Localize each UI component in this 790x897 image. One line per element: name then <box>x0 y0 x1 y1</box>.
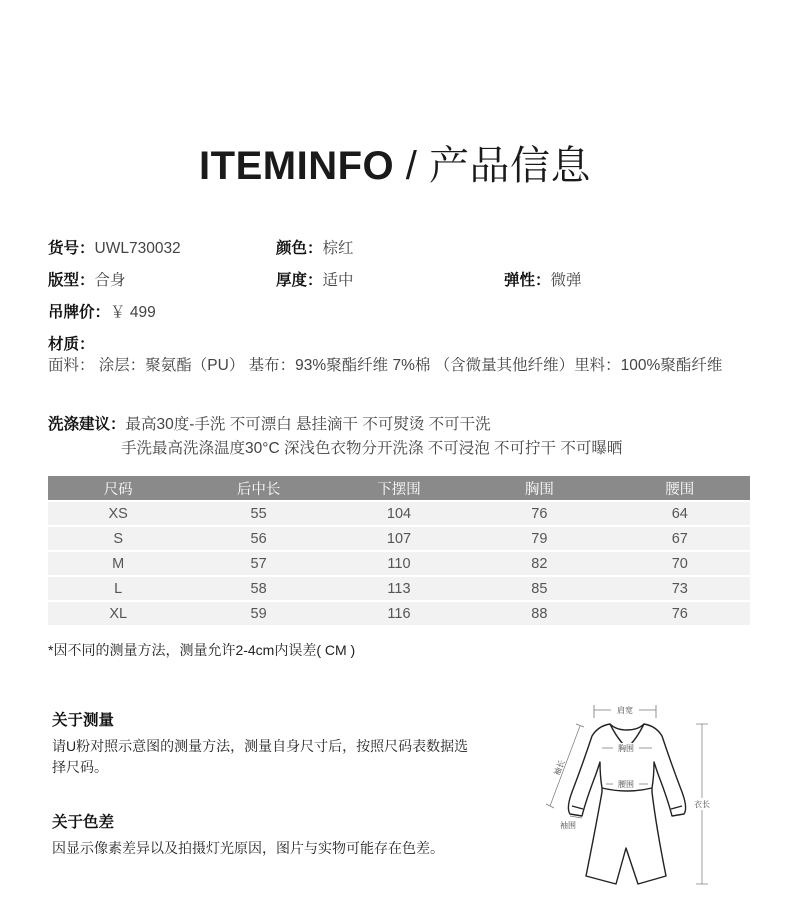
table-cell: M <box>48 551 188 576</box>
table-cell: 64 <box>610 501 750 526</box>
table-cell: 110 <box>329 551 469 576</box>
info-material-value: 面料： 涂层：聚氨酯（PU） 基布：93%聚酯纤维 7%棉 （含微量其他纤维）里料：100%聚酯纤维 <box>48 357 723 374</box>
info-value: 适中 <box>322 272 354 289</box>
shoulder-label: 肩宽 <box>617 706 633 715</box>
care-line1: 最高30度-手洗 不可漂白 悬挂滴干 不可熨烫 不可干洗 <box>125 416 491 433</box>
dress-measurement-diagram <box>530 696 730 892</box>
size-table <box>48 476 750 625</box>
table-cell: S <box>48 526 188 551</box>
table-row <box>48 526 750 551</box>
header-waist: 腰围 <box>610 476 750 501</box>
table-cell: 59 <box>188 601 328 625</box>
chest-label: 胸围 <box>618 744 634 753</box>
info-key: 厚度： <box>276 272 323 289</box>
waist-dimension <box>606 779 648 789</box>
info-key: 吊牌价： <box>48 304 111 321</box>
info-key: 颜色： <box>276 240 323 257</box>
table-cell: 70 <box>610 551 750 576</box>
table-cell: 58 <box>188 576 328 601</box>
info-care-line1 <box>48 412 491 434</box>
table-cell: 104 <box>329 501 469 526</box>
about-measure-line1: 请U粉对照示意图的测量方法，测量自身尺寸后，按照尺码表数据选 <box>52 738 469 754</box>
table-cell: 107 <box>329 526 469 551</box>
info-key: 货号： <box>48 240 95 257</box>
title-separator: / <box>394 144 429 188</box>
header-hem: 下摆围 <box>329 476 469 501</box>
table-cell: 113 <box>329 576 469 601</box>
table-cell: 57 <box>188 551 328 576</box>
length-label: 衣长 <box>694 800 710 809</box>
table-cell: XS <box>48 501 188 526</box>
header-size: 尺码 <box>48 476 188 501</box>
table-cell: 76 <box>469 501 609 526</box>
info-elasticity <box>504 268 582 290</box>
info-material-key <box>48 332 95 354</box>
title-sub: 产品信息 <box>428 144 591 188</box>
chest-dimension <box>602 743 652 753</box>
info-key: 洗涤建议： <box>48 416 126 433</box>
about-color-text: 因显示像素差异以及拍摄灯光原因，图片与实物可能存在色差。 <box>52 840 444 856</box>
table-cell: 76 <box>610 601 750 625</box>
table-cell: 85 <box>469 576 609 601</box>
info-key: 材质： <box>48 336 95 353</box>
info-key: 版型： <box>48 272 95 289</box>
info-thickness <box>276 268 354 290</box>
size-table-header <box>48 476 750 501</box>
waist-label: 腰围 <box>618 780 634 789</box>
table-cell: L <box>48 576 188 601</box>
table-row <box>48 501 750 526</box>
info-value: 微弹 <box>550 272 582 289</box>
info-fit <box>48 268 126 290</box>
cuff-dimension <box>560 816 582 830</box>
info-value: ￥ 499 <box>110 304 156 321</box>
table-cell: 82 <box>469 551 609 576</box>
table-row <box>48 576 750 601</box>
sleeve-dimension <box>546 724 584 808</box>
table-cell: 67 <box>610 526 750 551</box>
measurement-note: *因不同的测量方法，测量允许2-4cm内误差( CM ) <box>48 642 356 658</box>
table-row <box>48 551 750 576</box>
care-line2: 手洗最高洗涤温度30°C 深浅色衣物分开洗涤 不可浸泡 不可拧干 不可曝晒 <box>121 440 623 457</box>
table-cell: XL <box>48 601 188 625</box>
table-cell: 116 <box>329 601 469 625</box>
about-measure-line2: 择尺码。 <box>52 759 108 775</box>
about-measure-title: 关于测量 <box>52 712 115 729</box>
table-cell: 55 <box>188 501 328 526</box>
info-value: 棕红 <box>322 240 354 257</box>
length-dimension <box>693 724 711 884</box>
header-back-length: 后中长 <box>188 476 328 501</box>
table-cell: 56 <box>188 526 328 551</box>
info-key: 弹性： <box>504 272 551 289</box>
title-main: ITEMINFO <box>199 144 395 188</box>
about-color-title: 关于色差 <box>52 814 115 831</box>
info-item-no <box>48 236 181 258</box>
table-row <box>48 601 750 625</box>
table-cell: 79 <box>469 526 609 551</box>
table-cell: 88 <box>469 601 609 625</box>
table-cell: 73 <box>610 576 750 601</box>
page-title <box>0 134 790 191</box>
header-chest: 胸围 <box>469 476 609 501</box>
info-value: UWL730032 <box>94 240 181 257</box>
info-color <box>276 236 354 258</box>
sleeve-label: 袖长 <box>552 758 567 777</box>
about-measure-text <box>52 736 468 778</box>
shoulder-dimension <box>594 705 656 718</box>
cuff-label: 袖围 <box>560 821 576 830</box>
info-price <box>48 300 156 322</box>
info-value: 合身 <box>94 272 126 289</box>
